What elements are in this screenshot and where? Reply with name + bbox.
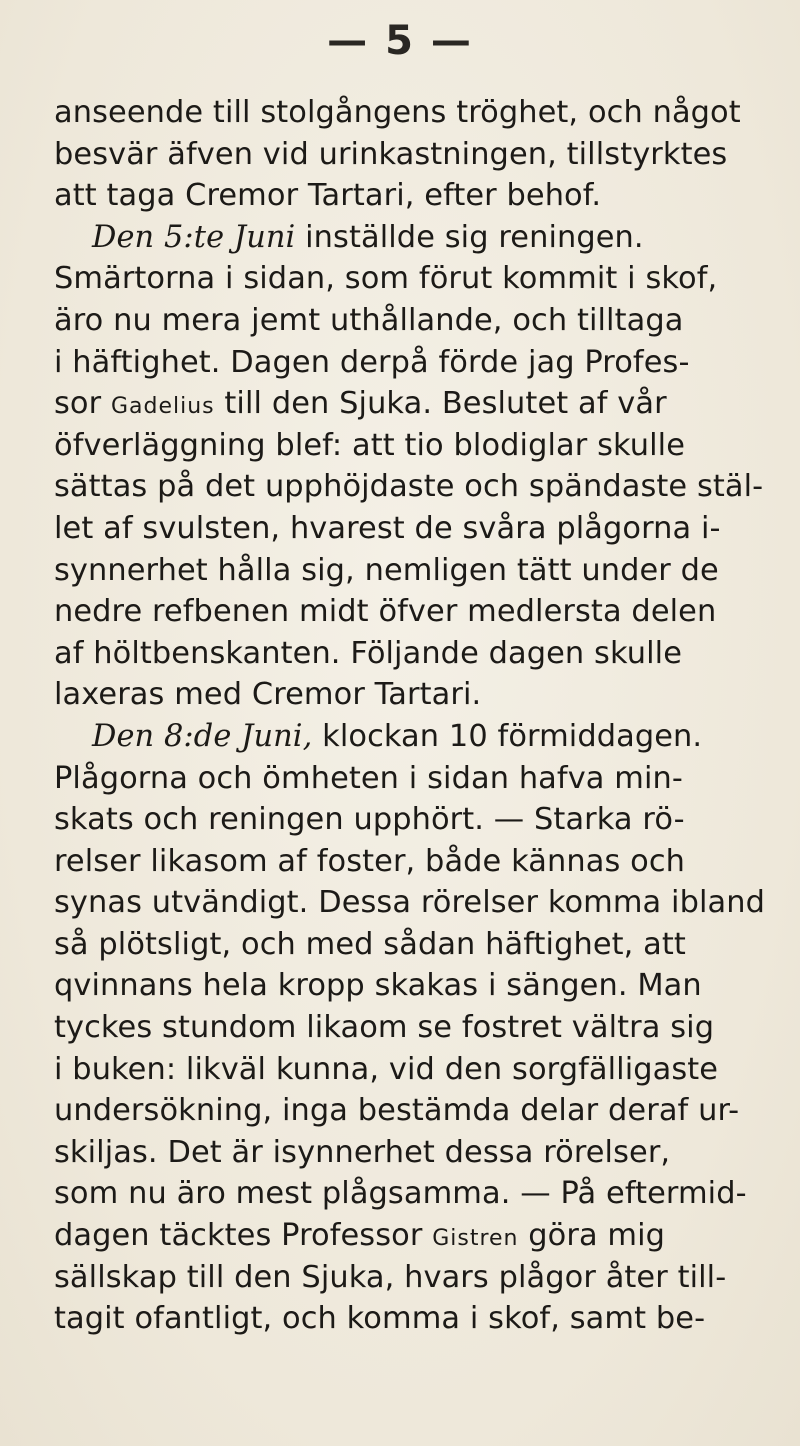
text-line: äro nu mera jemt uthållande, och tilltaga xyxy=(54,302,684,338)
text-line: så plötsligt, och med sådan häftighet, att xyxy=(54,926,686,962)
text-line: skats och reningen upphört. — Starka rö- xyxy=(54,802,685,838)
date-heading: Den 5:te Juni xyxy=(92,219,296,255)
text-line: att taga Cremor Tartari, efter behof. xyxy=(54,178,602,214)
text-line: Plågorna och ömheten i sidan hafva min- xyxy=(54,760,683,796)
text-line: synnerhet hålla sig, nemligen tätt under de xyxy=(54,552,719,588)
text-line: sor Gadelius till den Sjuka. Beslutet af vår xyxy=(54,386,667,422)
text-line-date: Den 8:de Juni, klockan 10 förmiddagen. xyxy=(92,718,703,754)
text-line: synas utvändigt. Dessa rörelser komma ibland xyxy=(54,885,765,921)
text-line: af höltbenskanten. Följande dagen skulle xyxy=(54,635,683,671)
text-line: tagit ofantligt, och komma i skof, samt be- xyxy=(54,1301,706,1337)
text-line: nedre refbenen midt öfver medlersta delen xyxy=(54,594,717,630)
text-line: sällskap till den Sjuka, hvars plågor åter till- xyxy=(54,1259,727,1295)
date-heading: Den 8:de Juni, xyxy=(92,718,313,754)
text-line: tyckes stundom likaom se fostret vältra sig xyxy=(54,1010,715,1046)
text-line: i buken: likväl kunna, vid den sorgfälligaste xyxy=(54,1051,719,1087)
text-line: relser likasom af foster, både kännas och xyxy=(54,843,686,879)
text-line-date: Den 5:te Juni inställde sig reningen. xyxy=(92,219,644,255)
page-number-header: — 5 — xyxy=(327,18,473,64)
body-text xyxy=(54,92,786,1340)
text-line: i häftighet. Dagen derpå förde jag Profes- xyxy=(54,344,690,380)
text-line: dagen täcktes Professor Gistren göra mig xyxy=(54,1218,666,1254)
text-line: qvinnans hela kropp skakas i sängen. Man xyxy=(54,968,702,1004)
person-name: Gadelius xyxy=(110,394,215,420)
text-line: laxeras med Cremor Tartari. xyxy=(54,677,482,713)
text-line: anseende till stolgångens tröghet, och något xyxy=(54,95,741,130)
text-line: Smärtorna i sidan, som förut kommit i skof, xyxy=(54,261,718,297)
text-line: sättas på det upphöjdaste och spändaste stäl- xyxy=(54,469,764,505)
person-name: Gistren xyxy=(432,1226,519,1252)
text-line: som nu äro mest plågsamma. — På eftermid- xyxy=(54,1176,747,1212)
text-line: besvär äfven vid urinkastningen, tillstyrktes xyxy=(54,136,728,172)
text-line: öfverläggning blef: att tio blodiglar skulle xyxy=(54,427,686,463)
text-line: let af svulsten, hvarest de svåra plågorna i- xyxy=(54,510,721,546)
text-line: undersökning, inga bestämda delar deraf ur- xyxy=(54,1093,740,1129)
text-line: skiljas. Det är isynnerhet dessa rörelser, xyxy=(54,1134,671,1170)
